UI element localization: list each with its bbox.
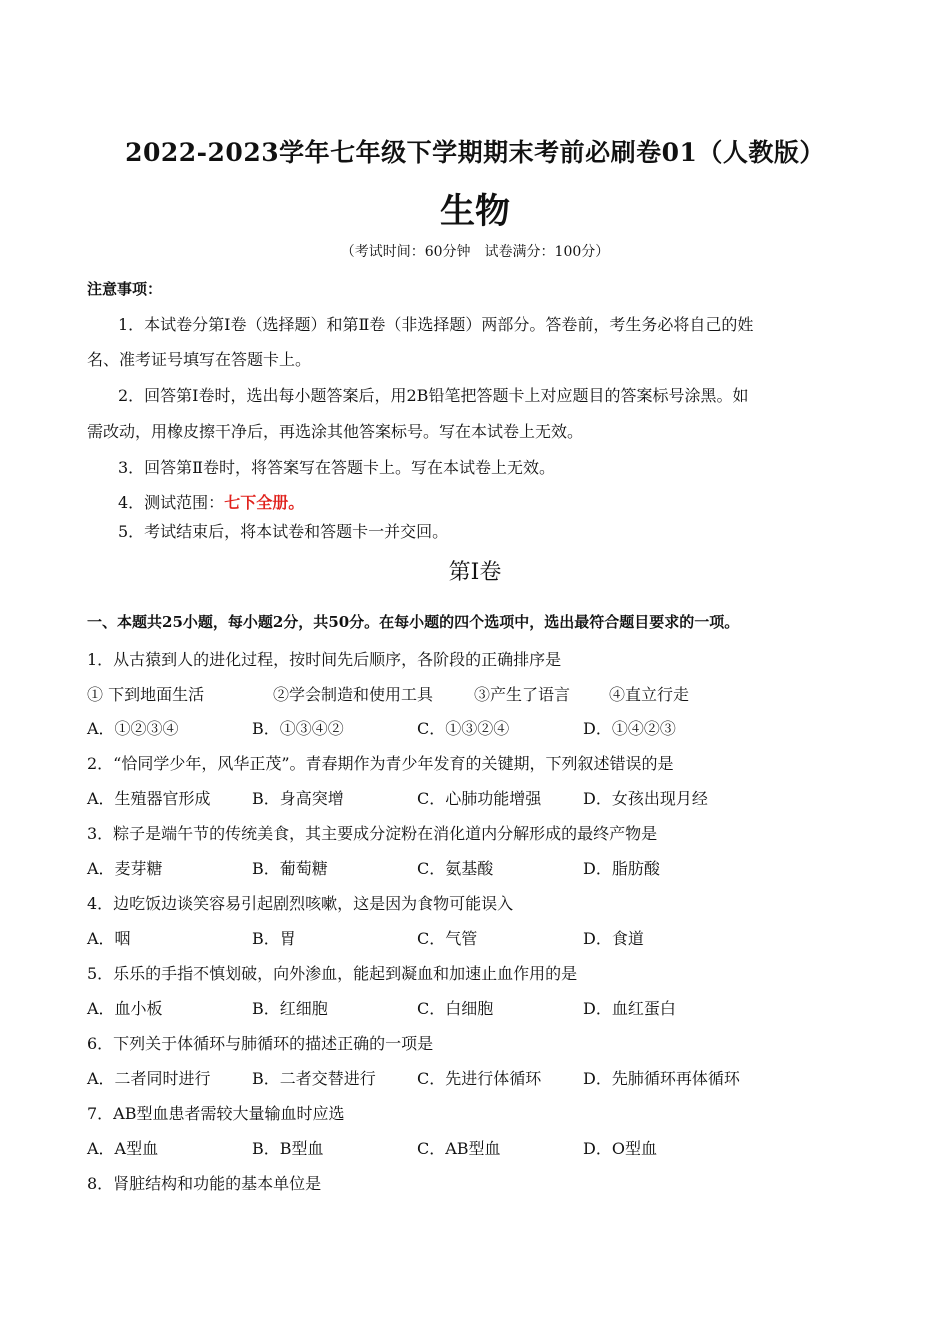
- note-3: 3．回答第Ⅱ卷时，将答案写在答题卡上。写在本试卷上无效。: [118, 458, 556, 477]
- q3-option-d: D．脂肪酸: [583, 859, 660, 878]
- q2-option-d: D．女孩出现月经: [583, 789, 708, 808]
- notes-heading: 注意事项：: [87, 280, 163, 298]
- q1-option-a: A．①②③④: [87, 719, 179, 738]
- question-3-stem: 3．粽子是端午节的传统美食，其主要成分淀粉在消化道内分解形成的最终产物是: [87, 824, 658, 843]
- section-title: 第Ⅰ卷: [448, 560, 502, 585]
- q3-option-b: B．葡萄糖: [252, 859, 328, 878]
- q1-statement-4: ④直立行走: [609, 685, 690, 704]
- question-6-stem: 6．下列关于体循环与肺循环的描述正确的一项是: [87, 1034, 434, 1053]
- note-4-label: 4．测试范围：: [118, 493, 225, 512]
- q3-option-a: A．麦芽糖: [87, 859, 163, 878]
- q1-option-d: D．①④②③: [583, 719, 676, 738]
- q1-statement-3: ③产生了语言: [474, 685, 571, 704]
- q1-option-c: C．①③②④: [417, 719, 510, 738]
- question-7-stem: 7．AB型血患者需较大量输血时应选: [87, 1104, 345, 1123]
- q6-option-a: A．二者同时进行: [87, 1069, 211, 1088]
- q7-option-a: A．A型血: [87, 1139, 159, 1158]
- q6-option-b: B．二者交替进行: [252, 1069, 376, 1088]
- q2-option-c: C．心肺功能增强: [417, 789, 542, 808]
- note-5: 5．考试结束后，将本试卷和答题卡一并交回。: [118, 522, 449, 541]
- q5-option-b: B．红细胞: [252, 999, 328, 1018]
- q7-option-d: D．O型血: [583, 1139, 657, 1158]
- subject-title: 生物: [439, 191, 510, 232]
- note-2-line-2: 需改动，用橡皮擦干净后，再选涂其他答案标号。写在本试卷上无效。: [87, 422, 584, 441]
- q4-option-c: C．气管: [417, 929, 478, 948]
- q4-option-d: D．食道: [583, 929, 644, 948]
- question-2-stem: 2．“恰同学少年，风华正茂”。青春期作为青少年发育的关键期，下列叙述错误的是: [87, 754, 674, 773]
- question-8-stem: 8．肾脏结构和功能的基本单位是: [87, 1174, 322, 1193]
- q1-statement-2: ②学会制造和使用工具: [273, 685, 434, 704]
- q5-option-a: A．血小板: [87, 999, 163, 1018]
- exam-info: （考试时间：60分钟 试卷满分：100分）: [340, 244, 610, 260]
- section-instruction: 一、本题共25小题，每小题2分，共50分。在每小题的四个选项中，选出最符合题目要求的一项。: [87, 613, 740, 631]
- q7-option-c: C．AB型血: [417, 1139, 501, 1158]
- q4-option-a: A．咽: [87, 929, 131, 948]
- q1-statement-1: ① 下到地面生活: [87, 685, 205, 704]
- q2-option-b: B．身高突增: [252, 789, 344, 808]
- q5-option-c: C．白细胞: [417, 999, 494, 1018]
- question-1-stem: 1．从古猿到人的进化过程，按时间先后顺序，各阶段的正确排序是: [87, 650, 562, 669]
- note-4: [118, 490, 304, 513]
- question-4-stem: 4．边吃饭边谈笑容易引起剧烈咳嗽，这是因为食物可能误入: [87, 894, 514, 913]
- note-4-scope: 七下全册。: [224, 493, 305, 512]
- note-1-line-1: 1．本试卷分第Ⅰ卷（选择题）和第Ⅱ卷（非选择题）两部分。答卷前，考生务必将自己的姓: [118, 315, 754, 334]
- note-1-line-2: 名、准考证号填写在答题卡上。: [87, 350, 312, 369]
- question-5-stem: 5．乐乐的手指不慎划破，向外渗血，能起到凝血和加速止血作用的是: [87, 964, 578, 983]
- exam-title: 2022-2023学年七年级下学期期末考前必刷卷01（人教版）: [125, 138, 825, 167]
- q6-option-c: C．先进行体循环: [417, 1069, 542, 1088]
- q5-option-d: D．血红蛋白: [583, 999, 676, 1018]
- q1-option-b: B．①③④②: [252, 719, 344, 738]
- q6-option-d: D．先肺循环再体循环: [583, 1069, 740, 1088]
- note-2-line-1: 2．回答第Ⅰ卷时，选出每小题答案后，用2B铅笔把答题卡上对应题目的答案标号涂黑。如: [118, 386, 749, 405]
- q3-option-c: C．氨基酸: [417, 859, 494, 878]
- q7-option-b: B．B型血: [252, 1139, 324, 1158]
- q4-option-b: B．胃: [252, 929, 296, 948]
- q2-option-a: A．生殖器官形成: [87, 789, 211, 808]
